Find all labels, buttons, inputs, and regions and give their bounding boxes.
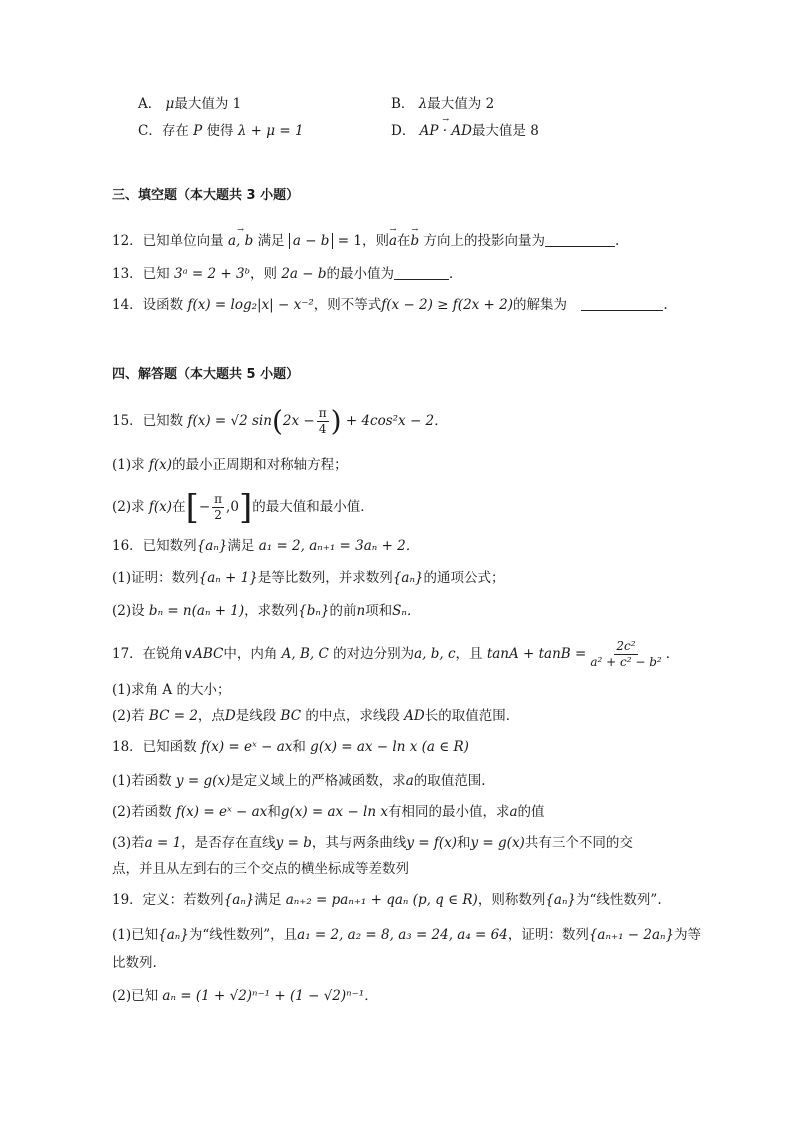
- section-3-title: 三、填空题（本大题共 3 小题）: [112, 188, 300, 203]
- q18-f: f(x) = eˣ − ax: [200, 739, 293, 755]
- q16-part-1: [112, 568, 505, 588]
- q18-p2-a: (2)若函数: [112, 804, 172, 820]
- q19-prefix: 19．定义：若数列: [112, 892, 224, 908]
- q16-p2-seq: {bₙ}: [298, 603, 330, 619]
- q18-p3-e: 共有三个不同的交: [524, 835, 633, 851]
- q18-p3-g: y = g(x): [470, 835, 525, 851]
- q17-sides: a, b, c: [414, 646, 456, 662]
- q12-vec-b: → b: [411, 231, 420, 251]
- option-b-label: B．: [391, 96, 415, 112]
- q17-mid2: 的对边分别为: [333, 646, 415, 662]
- q13-mid: ，则: [250, 266, 278, 282]
- q18-p3-a: (3)若: [112, 835, 145, 851]
- option-c-text1: 存在: [161, 123, 194, 139]
- q15-prefix: 15．已知数: [112, 413, 184, 429]
- q15-p2-f: f(x): [148, 499, 173, 515]
- q15-p1-a: (1)求: [112, 457, 145, 473]
- q16-seq: {aₙ}: [196, 538, 228, 554]
- q15-inner: 2x −: [282, 413, 315, 429]
- q16-p1-c: 的通项公式；: [423, 570, 505, 586]
- option-b-math: λ: [418, 96, 428, 112]
- q18-p2-g: g(x) = ax − ln x: [280, 804, 388, 820]
- q12-abs-text: a − b: [292, 233, 330, 249]
- q15-pi-frac: [317, 406, 329, 437]
- q16-p1-b: 是等比数列，并求数列: [257, 570, 393, 586]
- q18-part-3: [112, 833, 633, 853]
- q19-p1-a: (1)已知: [112, 927, 159, 943]
- q17-p2-a: (2)若: [112, 708, 145, 724]
- q17-mid3: ，且: [455, 646, 483, 662]
- q15-bracket-close: ]: [238, 487, 253, 528]
- option-d-label: D．: [391, 123, 416, 139]
- q12-zai: 在: [397, 233, 411, 249]
- option-b-text: 最大值为 2: [427, 96, 495, 112]
- q15-pi-den: 4: [318, 422, 327, 436]
- q18-p3-y: y = b: [275, 835, 312, 851]
- q17-p2-D: D: [224, 708, 236, 724]
- option-a-math: μ: [165, 96, 175, 112]
- q16-p2-b: ，求数列: [244, 603, 299, 619]
- option-a: [138, 94, 241, 114]
- q18-p2-b: 和: [267, 804, 281, 820]
- q19-p2-a: (2)已知: [112, 988, 159, 1004]
- q18-p3-cond: a = 1: [144, 835, 182, 851]
- q16-p2-c: 的前: [329, 603, 357, 619]
- q17-p2-BC: BC: [280, 708, 302, 724]
- q18-p3-c: ，其与两条曲线: [311, 835, 407, 851]
- q18-p3-b: ，是否存在直线: [181, 835, 276, 851]
- q14-answer-blank[interactable]: [581, 296, 663, 311]
- q15-p2-b: 在: [172, 499, 186, 515]
- q18-g: g(x) = ax − ln x (a ∈ R): [310, 739, 469, 755]
- q18-p1-a: (1)若函数: [112, 773, 172, 789]
- q16-p1-seq2: {aₙ}: [392, 570, 424, 586]
- option-c-label: C．: [138, 123, 162, 139]
- q19-p1-seq2: {aₙ₊₁ − 2aₙ}: [588, 927, 675, 943]
- q19-p1-d: 为等: [674, 927, 702, 943]
- option-c-text2: 使得: [202, 123, 238, 139]
- q16-p1-seq: {aₙ + 1}: [198, 570, 258, 586]
- question-14: 14．设函数 f(x) = log₂|x| − x⁻²，则不等式f(x − 2) ≥ f(2x + 2)的解集为 .: [112, 297, 668, 313]
- q15-p2-den: 2: [214, 508, 222, 522]
- q15-part-1: [112, 455, 348, 475]
- q15-paren-open: (: [271, 404, 283, 438]
- q15-p1-f: f(x): [148, 457, 173, 473]
- question-19: [112, 890, 662, 910]
- q13-answer-blank[interactable]: [394, 265, 449, 280]
- option-a-text: 最大值为 1: [174, 96, 242, 112]
- q13-expr: 2a − b: [281, 266, 327, 282]
- q19-p1-seq: {aₙ}: [158, 927, 189, 943]
- q15-p2-neg: −: [198, 499, 211, 515]
- question-18: [112, 737, 469, 757]
- q19-p2-formula: aₙ = (1 + √2)ⁿ⁻¹ + (1 − √2)ⁿ⁻¹．: [162, 988, 378, 1004]
- q18-part-1: [112, 771, 486, 791]
- q18-p1-avar: a: [405, 773, 414, 789]
- q12-answer-blank[interactable]: [545, 232, 615, 247]
- q16-p2-n: n: [356, 603, 366, 619]
- q16-p2-d: 项和: [365, 603, 393, 619]
- q15-paren-close: ): [330, 404, 342, 438]
- q12-abs: [289, 233, 334, 249]
- q19-p1-c: ，证明：数列: [507, 927, 589, 943]
- q19-part-1-line2: 比数列.: [112, 955, 157, 971]
- option-d: [391, 121, 539, 141]
- option-c-p: P: [193, 123, 203, 139]
- question-15: [112, 403, 448, 440]
- q18-part-2: [112, 802, 545, 822]
- q18-p2-c: 有相同的最小值，求: [387, 804, 510, 820]
- q18-p3-d: 和: [457, 835, 471, 851]
- q19-seq: {aₙ}: [223, 892, 255, 908]
- q15-p2-frac: [212, 492, 224, 523]
- q19-p1-b: 为“线性数列”，且: [188, 927, 298, 943]
- q19-p1-vals: a₁ = 2, a₂ = 8, a₃ = 24, a₄ = 64: [297, 927, 508, 943]
- q15-rest: + 4cos²x − 2．: [345, 413, 448, 429]
- q12-eq: = 1，则: [337, 233, 389, 249]
- q15-bracket-open: [: [185, 487, 199, 528]
- q13-prefix: 13．已知: [112, 266, 170, 282]
- question-12: 12．已知单位向量 → a, b 满足 a − b = 1，则→ a在→ b 方向上的投影向量为 .: [112, 231, 619, 251]
- q16-p1-a: (1)证明：数列: [112, 570, 199, 586]
- q13-suffix: 的最小值为: [326, 266, 394, 282]
- q17-part-1: (1)求角 A 的大小；: [112, 682, 231, 698]
- q14-ineq: f(x − 2) ≥ f(2x + 2): [381, 297, 514, 313]
- q15-p2-a: (2)求: [112, 499, 145, 515]
- q19-seq2: {aₙ}: [545, 892, 577, 908]
- q19-mid: 满足: [254, 892, 282, 908]
- q14-prefix: 14．设函数: [112, 297, 184, 313]
- option-c-math: λ + μ = 1: [237, 123, 304, 139]
- q13-math: 3ᵃ = 2 + 3ᵇ: [173, 266, 251, 282]
- q17-mid: 中，内角: [223, 646, 278, 662]
- q16-prefix: 16．已知数列: [112, 538, 197, 554]
- q17-p2-AD: AD: [404, 708, 425, 724]
- q17-frac: [588, 639, 663, 670]
- q19-suffix: 为“线性数列”.: [576, 892, 662, 908]
- q17-p2-c: 是线段: [235, 708, 277, 724]
- q17-end: ．: [665, 646, 680, 662]
- q18-p1-b: 是定义域上的严格减函数，求: [230, 773, 406, 789]
- q17-num: 2c²: [616, 639, 636, 653]
- q18-mid: 和: [292, 739, 306, 755]
- option-c: [138, 121, 304, 141]
- q16-cond: a₁ = 2, aₙ₊₁ = 3aₙ + 2．: [258, 538, 420, 554]
- q12-prefix: 12．已知单位向量: [112, 233, 224, 249]
- q18-part-3-line2: 点，并且从左到右的三个交点的横坐标成等差数列: [112, 861, 409, 877]
- question-16: [112, 536, 419, 556]
- q14-math: f(x) = log₂|x| − x⁻²: [187, 297, 314, 313]
- option-d-text: 最大值是 8: [471, 123, 539, 139]
- q15-p2-zero: ,0: [226, 499, 239, 515]
- q14-suffix: 的解集为: [513, 297, 568, 313]
- q15-p2-c: 的最大值和最小值．: [252, 499, 374, 515]
- question-13: 13．已知 3ᵃ = 2 + 3ᵇ，则 2a − b的最小值为 ．: [112, 266, 463, 282]
- q12-mid: 满足: [257, 233, 285, 249]
- question-17: [112, 636, 679, 672]
- q17-p2-d: 的中点，求线段: [305, 708, 400, 724]
- option-a-label: A．: [138, 96, 162, 112]
- q17-prefix: 17．在锐角: [112, 646, 184, 662]
- section-4-title: 四、解答题（本大题共 5 小题）: [112, 367, 300, 382]
- q19-part-2: [112, 986, 378, 1006]
- q16-p2-bdef: bₙ = n(aₙ + 1): [148, 603, 245, 619]
- q15-p2-num: π: [214, 492, 223, 506]
- q18-p1-c: 的取值范围.: [413, 773, 486, 789]
- q18-p2-d: 的值: [517, 804, 545, 820]
- q17-angles: A, B, C: [281, 646, 329, 662]
- q12-suffix: 方向上的投影向量为: [423, 233, 545, 249]
- q15-part-2: [112, 488, 374, 527]
- q16-mid: 满足: [227, 538, 255, 554]
- q17-p2-bc: BC = 2: [148, 708, 198, 724]
- q17-p2-b: ，点: [197, 708, 225, 724]
- q14-mid: ，则不等式: [313, 297, 382, 313]
- option-d-math: → AP · AD: [420, 121, 472, 141]
- q18-p3-f: y = f(x): [406, 835, 458, 851]
- q19-mid2: ，则称数列: [477, 892, 546, 908]
- q16-p2-a: (2)设: [112, 603, 145, 619]
- q16-p2-S: Sₙ．: [392, 603, 421, 619]
- q12-vec-a: → a: [389, 231, 397, 251]
- q15-pi-num: π: [318, 406, 327, 420]
- q16-part-2: [112, 601, 420, 621]
- q17-part-2: [112, 706, 519, 726]
- q19-part-1: [112, 925, 701, 945]
- q17-lhs: tanA + tanB =: [486, 646, 587, 662]
- q15-f: f(x) = √2 sin: [187, 413, 272, 429]
- q17-den: a² + c² − b²: [590, 655, 662, 669]
- q12-vecs: → a, b: [228, 231, 253, 251]
- q18-prefix: 18．已知函数: [112, 739, 197, 755]
- q19-rec: aₙ₊₂ = paₙ₊₁ + qaₙ (p, q ∈ R): [285, 892, 478, 908]
- q15-p1-b: 的最小正周期和对称轴方程；: [172, 457, 348, 473]
- q17-tri: ∨ABC: [183, 646, 224, 662]
- q18-p2-f: f(x) = eˣ − ax: [175, 804, 268, 820]
- q17-p2-e: 长的取值范围．: [424, 708, 520, 724]
- q18-p1-y: y = g(x): [175, 773, 231, 789]
- q18-p2-avar: a: [509, 804, 518, 820]
